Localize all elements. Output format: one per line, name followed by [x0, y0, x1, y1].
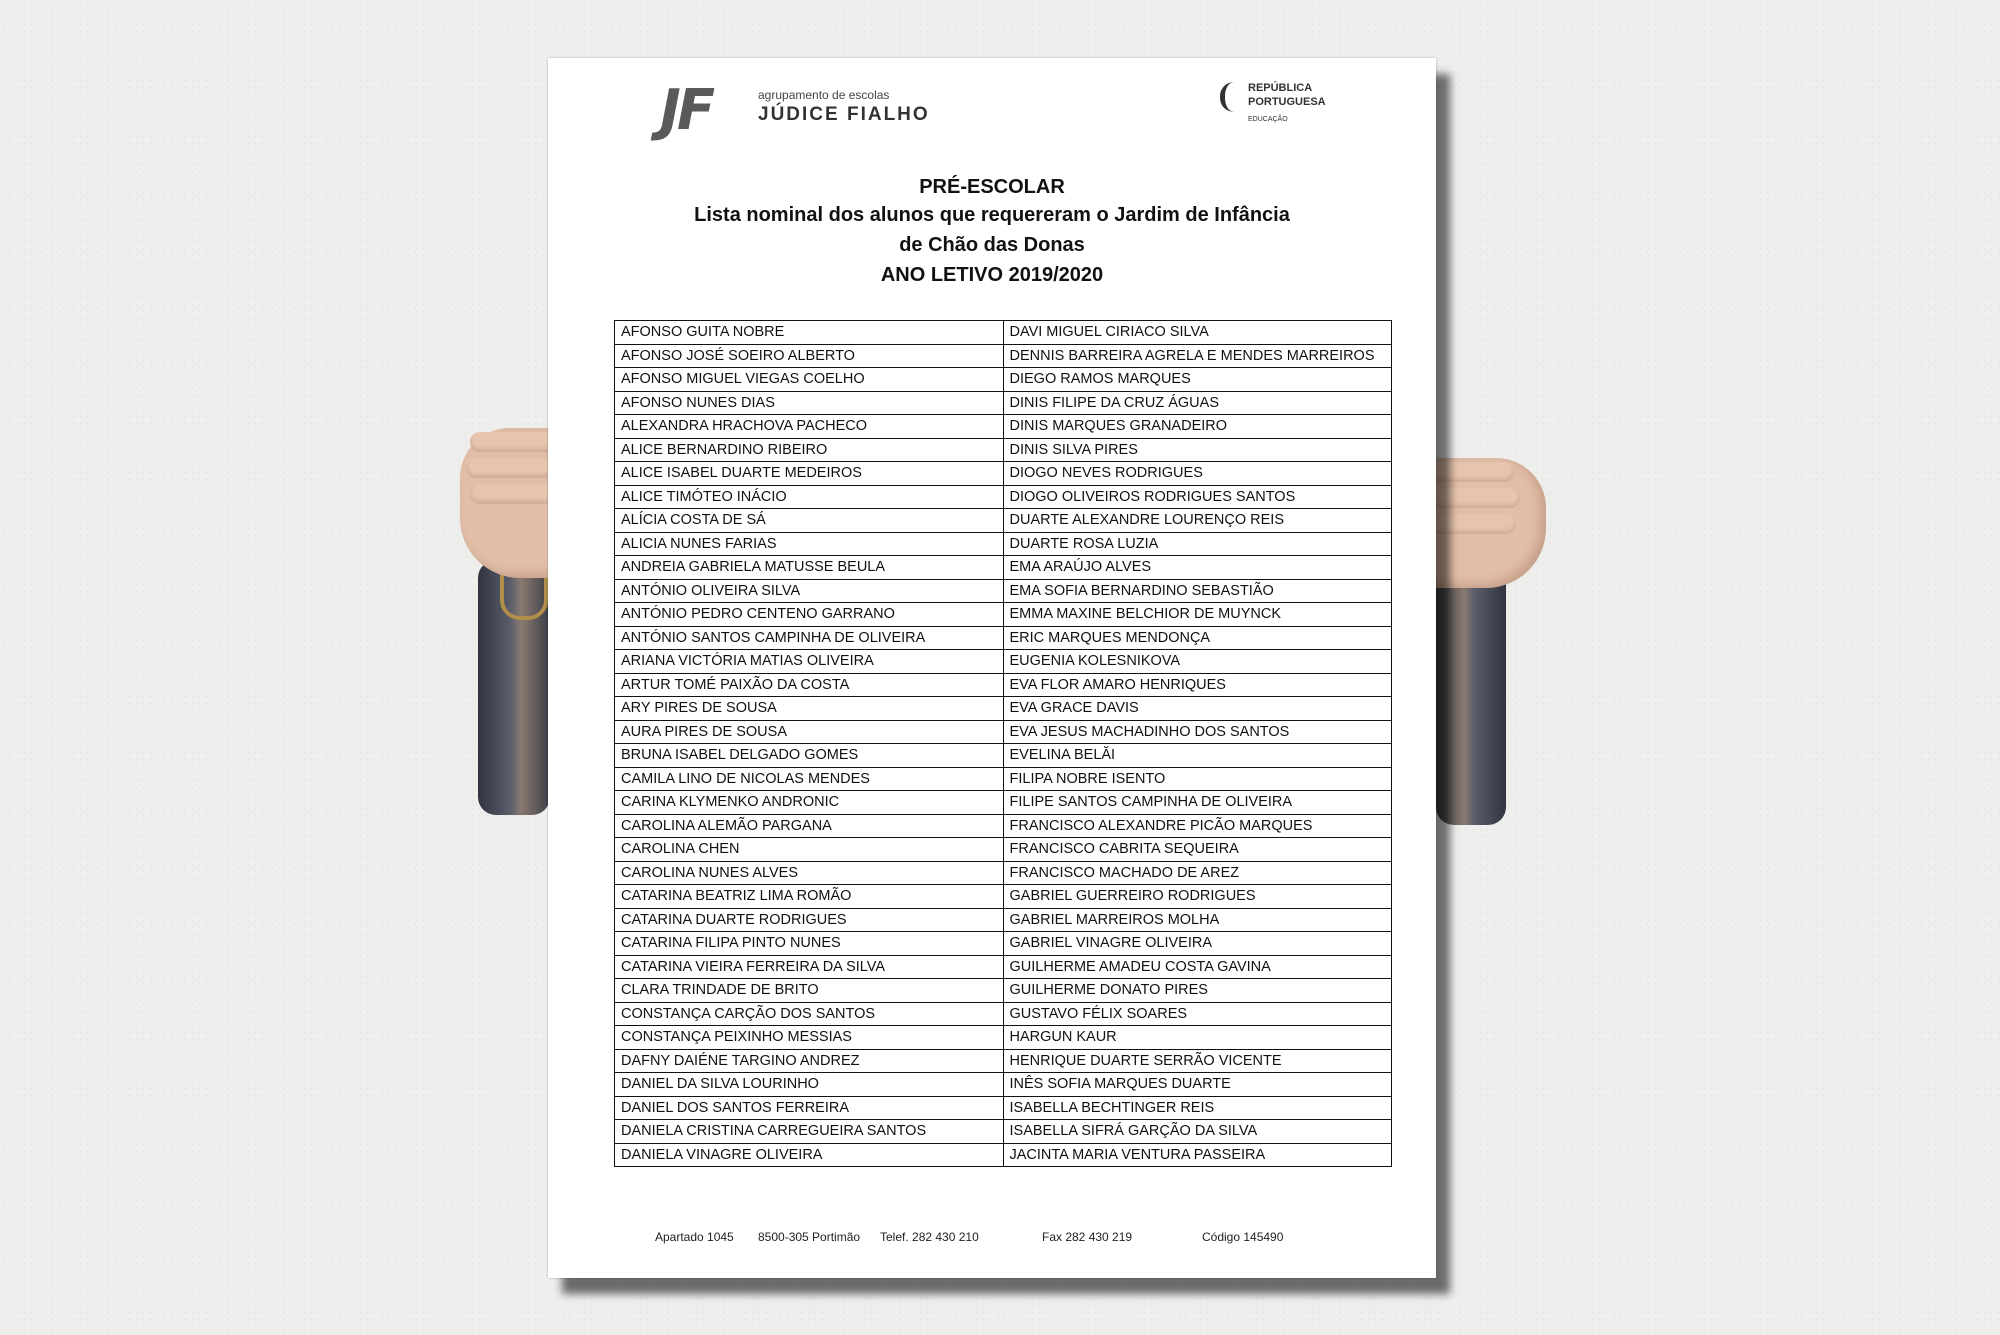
name-cell-right: EVA GRACE DAVIS — [1003, 697, 1392, 721]
table-row — [615, 720, 1392, 744]
name-cell-right: GUILHERME AMADEU COSTA GAVINA — [1003, 955, 1392, 979]
table-row — [615, 1143, 1392, 1167]
name-cell-left: CATARINA FILIPA PINTO NUNES — [615, 932, 1004, 956]
name-cell-right: DINIS SILVA PIRES — [1003, 438, 1392, 462]
footer-address: Apartado 1045 — [655, 1230, 734, 1244]
table-row — [615, 509, 1392, 533]
table-row — [615, 485, 1392, 509]
name-cell-right: ISABELLA BECHTINGER REIS — [1003, 1096, 1392, 1120]
name-cell-left: ALICE ISABEL DUARTE MEDEIROS — [615, 462, 1004, 486]
name-cell-left: ALÍCIA COSTA DE SÁ — [615, 509, 1004, 533]
name-cell-left: AFONSO GUITA NOBRE — [615, 321, 1004, 345]
name-cell-right: EMA ARAÚJO ALVES — [1003, 556, 1392, 580]
title-line-3: de Chão das Donas — [899, 234, 1085, 256]
table-row — [615, 1049, 1392, 1073]
title-line-2: Lista nominal dos alunos que requereram o Jardim de Infância — [694, 204, 1290, 226]
name-cell-left: ALICIA NUNES FARIAS — [615, 532, 1004, 556]
name-cell-left: ARTUR TOMÉ PAIXÃO DA COSTA — [615, 673, 1004, 697]
table-row — [615, 861, 1392, 885]
footer-phone: Telef. 282 430 210 — [880, 1230, 979, 1244]
name-cell-right: GABRIEL MARREIROS MOLHA — [1003, 908, 1392, 932]
name-cell-right: ISABELLA SIFRÁ GARÇÃO DA SILVA — [1003, 1120, 1392, 1144]
document-sheet — [548, 58, 1436, 1278]
name-cell-right: HARGUN KAUR — [1003, 1026, 1392, 1050]
name-cell-left: ANDREIA GABRIELA MATUSSE BEULA — [615, 556, 1004, 580]
name-cell-right: GUSTAVO FÉLIX SOARES — [1003, 1002, 1392, 1026]
name-cell-left: ARIANA VICTÓRIA MATIAS OLIVEIRA — [615, 650, 1004, 674]
table-row — [615, 697, 1392, 721]
name-cell-right: DENNIS BARREIRA AGRELA E MENDES MARREIROS — [1003, 344, 1392, 368]
name-cell-right: EVA JESUS MACHADINHO DOS SANTOS — [1003, 720, 1392, 744]
republic-line-1: REPÚBLICA — [1248, 82, 1313, 94]
name-cell-left: CONSTANÇA PEIXINHO MESSIAS — [615, 1026, 1004, 1050]
student-name-table — [614, 320, 1392, 1167]
name-cell-left: ARY PIRES DE SOUSA — [615, 697, 1004, 721]
republic-emblem — [1220, 80, 1340, 130]
table-row — [615, 321, 1392, 345]
name-cell-left: AURA PIRES DE SOUSA — [615, 720, 1004, 744]
name-cell-left: DANIELA VINAGRE OLIVEIRA — [615, 1143, 1004, 1167]
name-cell-left: ANTÓNIO SANTOS CAMPINHA DE OLIVEIRA — [615, 626, 1004, 650]
name-cell-right: DINIS MARQUES GRANADEIRO — [1003, 415, 1392, 439]
name-cell-right: DUARTE ALEXANDRE LOURENÇO REIS — [1003, 509, 1392, 533]
table-row — [615, 650, 1392, 674]
name-cell-right: DIOGO OLIVEIROS RODRIGUES SANTOS — [1003, 485, 1392, 509]
name-cell-right: EMA SOFIA BERNARDINO SEBASTIÃO — [1003, 579, 1392, 603]
name-cell-right: DINIS FILIPE DA CRUZ ÁGUAS — [1003, 391, 1392, 415]
table-row — [615, 391, 1392, 415]
table-row — [615, 1073, 1392, 1097]
title-line-4: ANO LETIVO 2019/2020 — [880, 264, 1104, 286]
title-line-1: PRÉ-ESCOLAR — [919, 176, 1065, 198]
name-cell-left: CLARA TRINDADE DE BRITO — [615, 979, 1004, 1003]
name-cell-left: ANTÓNIO OLIVEIRA SILVA — [615, 579, 1004, 603]
table-row — [615, 767, 1392, 791]
name-cell-right: FRANCISCO ALEXANDRE PICÃO MARQUES — [1003, 814, 1392, 838]
table-row — [615, 462, 1392, 486]
name-cell-right: GABRIEL GUERREIRO RODRIGUES — [1003, 885, 1392, 909]
name-cell-left: CAMILA LINO DE NICOLAS MENDES — [615, 767, 1004, 791]
table-row — [615, 932, 1392, 956]
table-row — [615, 532, 1392, 556]
table-row — [615, 1026, 1392, 1050]
table-row — [615, 814, 1392, 838]
name-cell-right: FILIPA NOBRE ISENTO — [1003, 767, 1392, 791]
name-cell-left: CAROLINA NUNES ALVES — [615, 861, 1004, 885]
name-cell-right: GABRIEL VINAGRE OLIVEIRA — [1003, 932, 1392, 956]
name-cell-left: AFONSO JOSÉ SOEIRO ALBERTO — [615, 344, 1004, 368]
name-cell-right: EUGENIA KOLESNIKOVA — [1003, 650, 1392, 674]
republic-emblem-icon — [1220, 82, 1247, 112]
name-cell-left: BRUNA ISABEL DELGADO GOMES — [615, 744, 1004, 768]
name-cell-left: ALEXANDRA HRACHOVA PACHECO — [615, 415, 1004, 439]
table-row — [615, 744, 1392, 768]
table-row — [615, 415, 1392, 439]
footer-fax: Fax 282 430 219 — [1042, 1230, 1133, 1244]
name-cell-right: DIEGO RAMOS MARQUES — [1003, 368, 1392, 392]
name-cell-right: DAVI MIGUEL CIRIACO SILVA — [1003, 321, 1392, 345]
table-row — [615, 1002, 1392, 1026]
name-cell-left: ALICE TIMÓTEO INÁCIO — [615, 485, 1004, 509]
name-cell-left: CAROLINA ALEMÃO PARGANA — [615, 814, 1004, 838]
table-row — [615, 838, 1392, 862]
name-cell-left: CONSTANÇA CARÇÃO DOS SANTOS — [615, 1002, 1004, 1026]
name-cell-left: DANIEL DOS SANTOS FERREIRA — [615, 1096, 1004, 1120]
name-cell-left: DANIEL DA SILVA LOURINHO — [615, 1073, 1004, 1097]
right-arm — [1436, 560, 1506, 825]
table-row — [615, 885, 1392, 909]
name-cell-right: DUARTE ROSA LUZIA — [1003, 532, 1392, 556]
name-cell-right: ERIC MARQUES MENDONÇA — [1003, 626, 1392, 650]
table-row — [615, 603, 1392, 627]
name-cell-left: CAROLINA CHEN — [615, 838, 1004, 862]
footer-code: Código 145490 — [1202, 1230, 1284, 1244]
republic-line-3: EDUCAÇÃO — [1248, 116, 1288, 123]
table-row — [615, 1096, 1392, 1120]
name-cell-right: EVELINA BELĂI — [1003, 744, 1392, 768]
table-row — [615, 438, 1392, 462]
school-name: JÚDICE FIALHO — [758, 104, 930, 125]
table-row — [615, 344, 1392, 368]
school-logo: JF — [660, 78, 712, 143]
name-cell-right: FRANCISCO CABRITA SEQUEIRA — [1003, 838, 1392, 862]
name-cell-left: CARINA KLYMENKO ANDRONIC — [615, 791, 1004, 815]
name-cell-right: FILIPE SANTOS CAMPINHA DE OLIVEIRA — [1003, 791, 1392, 815]
footer-postal: 8500-305 Portimão — [758, 1230, 861, 1244]
table-row — [615, 556, 1392, 580]
table-row — [615, 626, 1392, 650]
name-cell-right: JACINTA MARIA VENTURA PASSEIRA — [1003, 1143, 1392, 1167]
name-cell-right: EMMA MAXINE BELCHIOR DE MUYNCK — [1003, 603, 1392, 627]
table-row — [615, 368, 1392, 392]
name-cell-right: EVA FLOR AMARO HENRIQUES — [1003, 673, 1392, 697]
name-cell-right: INÊS SOFIA MARQUES DUARTE — [1003, 1073, 1392, 1097]
name-cell-left: DANIELA CRISTINA CARREGUEIRA SANTOS — [615, 1120, 1004, 1144]
name-cell-left: CATARINA DUARTE RODRIGUES — [615, 908, 1004, 932]
table-row — [615, 1120, 1392, 1144]
name-cell-left: AFONSO NUNES DIAS — [615, 391, 1004, 415]
table-row — [615, 955, 1392, 979]
name-cell-right: DIOGO NEVES RODRIGUES — [1003, 462, 1392, 486]
name-cell-left: ANTÓNIO PEDRO CENTENO GARRANO — [615, 603, 1004, 627]
name-cell-right: HENRIQUE DUARTE SERRÃO VICENTE — [1003, 1049, 1392, 1073]
table-row — [615, 791, 1392, 815]
school-group-label: agrupamento de escolas — [758, 88, 890, 102]
table-row — [615, 979, 1392, 1003]
name-cell-left: ALICE BERNARDINO RIBEIRO — [615, 438, 1004, 462]
name-cell-right: GUILHERME DONATO PIRES — [1003, 979, 1392, 1003]
name-cell-left: DAFNY DAIÉNE TARGINO ANDREZ — [615, 1049, 1004, 1073]
table-row — [615, 579, 1392, 603]
table-row — [615, 673, 1392, 697]
republic-line-2: PORTUGUESA — [1248, 96, 1326, 108]
name-cell-left: AFONSO MIGUEL VIEGAS COELHO — [615, 368, 1004, 392]
name-cell-left: CATARINA BEATRIZ LIMA ROMÃO — [615, 885, 1004, 909]
table-row — [615, 908, 1392, 932]
name-cell-right: FRANCISCO MACHADO DE AREZ — [1003, 861, 1392, 885]
name-cell-left: CATARINA VIEIRA FERREIRA DA SILVA — [615, 955, 1004, 979]
